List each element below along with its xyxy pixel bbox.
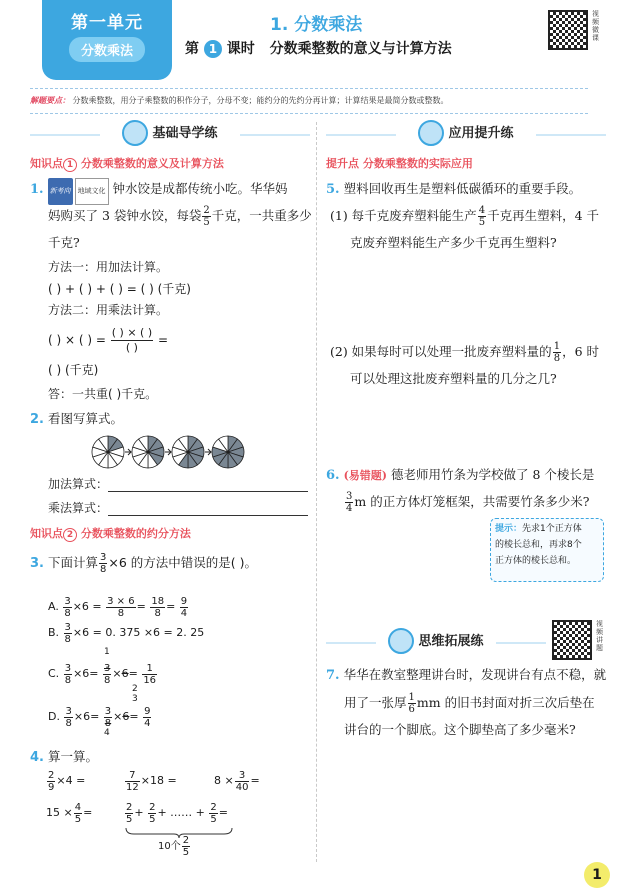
q3-a-f4n: 9: [180, 595, 188, 607]
q4-e2-t: ×18 =: [140, 774, 177, 787]
q3-d-eq0: =: [90, 710, 100, 723]
q3-a-f4: [180, 596, 188, 619]
q3-b-f1n: 3: [64, 621, 71, 633]
q6-hint-label: 提示：: [495, 524, 523, 534]
q5-p2-n: 1: [553, 341, 561, 352]
q2-add-line[interactable]: [108, 491, 308, 492]
q7-line1: [326, 662, 606, 688]
tips-bar: [30, 88, 588, 114]
column-divider: [316, 122, 317, 862]
q2-circle-figure: [90, 432, 260, 472]
q4-e1-n: 2: [48, 769, 55, 781]
q4-text: 算一算。: [47, 749, 98, 764]
unit-subtitle: 分数乘法: [69, 37, 145, 62]
q3-a-eq1: ×6 =: [72, 600, 102, 613]
page-number: 1: [584, 862, 610, 888]
q3-c-f3: [142, 663, 157, 686]
kp2-pre: 知识点: [30, 527, 63, 540]
q7-text2b: mm 的旧书封面对折三次后垫在: [416, 695, 595, 710]
q1-method2: 方法二：用乘法计算。: [48, 303, 169, 317]
kp2-num: 2: [63, 528, 77, 542]
q4-e5-n2: 2: [149, 801, 156, 813]
arrow-icon: [165, 449, 171, 455]
q3-b-f1d: 8: [64, 633, 71, 645]
q4-e5-eq: =: [218, 806, 228, 819]
q4-expr1[interactable]: [46, 768, 85, 793]
q5-p2-d: 8: [553, 353, 561, 364]
q5-p2a: (2) 如果每时可以处理一批废弃塑料量的: [330, 344, 552, 359]
q4-e5-dots: + …… +: [157, 806, 205, 819]
q4-e5-d1: 5: [126, 813, 133, 825]
q3-c-top: 1: [104, 647, 110, 657]
q4-e1-t: ×4 =: [56, 774, 86, 787]
q3-option-d[interactable]: [48, 704, 152, 729]
q2-text: 看图写算式。: [47, 411, 123, 426]
q4-e1-d: 9: [48, 781, 55, 793]
q1-line1: [30, 176, 288, 205]
q3-option-a[interactable]: [48, 594, 189, 619]
q4-expr2[interactable]: [124, 768, 177, 793]
q6-fraction: [345, 491, 353, 514]
q3-c-eq: =: [128, 667, 138, 680]
q4-e2-d: 12: [126, 781, 139, 793]
q4-line: [30, 744, 98, 770]
mascot-icon-2: [418, 120, 444, 146]
q1-text2a: 妈购买了 3 袋钟水饺，每袋: [48, 208, 202, 223]
q3-a-f2n: 3 × 6: [107, 595, 135, 607]
q4-e3-a: 8 ×: [214, 774, 234, 787]
q3-option-b[interactable]: [48, 620, 204, 645]
q7-line2: [344, 690, 595, 715]
q5-p1-d: 5: [478, 217, 486, 228]
q3-d-top: 3: [132, 694, 138, 704]
q4-e5-d3: 5: [210, 813, 217, 825]
q5-p1-f: [478, 205, 486, 228]
q4-expr5[interactable]: [124, 800, 228, 825]
q4-e5-n3: 2: [210, 801, 217, 813]
q4-expr3[interactable]: [214, 768, 260, 793]
q4-e4-d: 5: [74, 813, 82, 825]
q6-hint-1: 先求1个正方体: [522, 524, 582, 534]
q4-e5-f2: [148, 802, 156, 825]
q3-c-f1d: 8: [64, 674, 72, 686]
chapter-title: 1. 分数乘法: [270, 15, 363, 35]
q2-line: [30, 406, 123, 432]
q4-e3-n: 3: [235, 770, 250, 782]
q5-p2b: ，6 时: [562, 344, 599, 359]
q4-e5-plus: +: [134, 806, 144, 819]
q3-d-f2d: 8: [104, 717, 112, 729]
q3-d-f1n: 3: [65, 705, 72, 717]
q3-c-f2: [103, 663, 111, 686]
q4-e3-f: [235, 770, 250, 793]
q7-f-d: 6: [408, 704, 415, 715]
q5-number: 5.: [326, 182, 340, 197]
q3-a-f3n: 18: [151, 595, 165, 607]
q7-fraction: [408, 692, 416, 715]
q4-brace-text: 10个: [158, 841, 181, 852]
q1-method2-expr[interactable]: [48, 326, 168, 355]
q3-a-label: A.: [48, 600, 59, 613]
tips-label: 解题要点：: [30, 96, 70, 105]
q7-text1: 华华在教室整理讲台时，发现讲台有点不稳，就: [343, 667, 607, 682]
q1-f-num: 2: [203, 205, 210, 216]
q4-e2-n: 7: [125, 770, 140, 782]
q4-number: 4.: [30, 750, 44, 765]
q1-f-den: 5: [203, 217, 210, 228]
q3-c-label: C.: [48, 667, 60, 680]
q6-hint-3: 正方体的棱长总和。: [495, 556, 577, 566]
q3-c-f2d: 8: [104, 674, 111, 686]
qr-label-2: 视频讲题: [596, 620, 603, 652]
lesson-number: 1: [204, 40, 222, 58]
q5-part1: [330, 203, 599, 228]
q3-c-f3d: 16: [143, 674, 157, 686]
q4-e5-f1: [125, 802, 133, 825]
q3-a-f1n: 3: [64, 595, 71, 607]
q6-hint-2: 的棱长总和，再求8个: [495, 540, 582, 550]
q3-c-f2n: 3: [104, 662, 111, 674]
q1-badge2: 地域文化: [75, 178, 109, 205]
q5-p1b: 千克再生塑料，4 千: [487, 208, 599, 223]
q4-e3-d: 40: [235, 781, 249, 793]
q3-b-rest: ×6 = 0. 375 ×6 = 2. 25: [72, 626, 205, 639]
q3-d-label: D.: [48, 710, 60, 723]
tips-text: 分数乘整数，用分子乘整数的积作分子，分母不变；能约分的先约分再计算；计算结果是最简分数或整数。: [72, 96, 449, 105]
q2-add-label: 加法算式：: [48, 477, 109, 491]
q4-e4-f: [74, 802, 82, 825]
q4-brace-d: 5: [182, 846, 190, 858]
q5-line: [326, 176, 581, 202]
q1-fraction: [202, 205, 210, 228]
q3-b-f1: [64, 622, 72, 645]
q4-expr4[interactable]: [46, 800, 92, 825]
q3-c-6: 6: [82, 667, 90, 680]
q1-m2-num: ( ) × ( ): [111, 326, 153, 339]
kp1-num: 1: [63, 158, 77, 172]
q1-line2: [48, 203, 312, 228]
q1-number: 1.: [30, 182, 44, 197]
mascot-icon-3: [388, 628, 414, 654]
q3-d-6: 6: [83, 710, 91, 723]
lesson-pre: 第: [185, 41, 199, 57]
q4-e4-t: =: [83, 806, 93, 819]
q3-number: 3.: [30, 556, 44, 571]
unit-title: 第一单元: [71, 13, 143, 33]
q1-method1: 方法一：用加法计算。: [48, 260, 169, 274]
q1-m2-a: ( ) × ( ) =: [48, 333, 106, 347]
up-title: 分数乘整数的实际应用: [362, 157, 473, 170]
q7-line3: 讲台的一个脚底。这个脚垫高了多少毫米?: [344, 722, 576, 737]
q3-c-x2: ×: [112, 667, 122, 680]
q6-hint-box: [490, 518, 604, 582]
up-pre: 提升点: [326, 157, 359, 170]
q3-d-x: ×: [73, 710, 84, 723]
q6-line1: [326, 462, 594, 488]
q1-badge: 新考向: [48, 178, 73, 205]
q4-brace-f: [182, 835, 190, 858]
q3-d-f3n: 9: [144, 705, 151, 717]
q3-d-f3: [143, 706, 151, 729]
q3-fraction: [99, 552, 107, 575]
q3-text-a: 下面计算: [47, 555, 98, 570]
q1-answer[interactable]: 答：一共重( )千克。: [48, 387, 158, 401]
q7-number: 7.: [326, 668, 340, 683]
q3-c-f1: [64, 663, 72, 686]
q3-a-f2: [106, 596, 135, 619]
q1-m2-frac: [111, 326, 153, 355]
q3-c-62: 6: [121, 667, 129, 680]
section-think: [326, 628, 546, 656]
q3-c-f1n: 3: [64, 662, 72, 674]
q3-d-f1: [64, 706, 72, 729]
kp1-title: 分数乘整数的意义及计算方法: [80, 157, 224, 170]
q3-c-bottom: 2: [132, 684, 138, 694]
q3-a-eq3: =: [166, 600, 176, 613]
lesson-title: [185, 38, 452, 58]
q4-e4-n: 4: [74, 801, 82, 813]
q3-c-f3n: 1: [142, 663, 157, 675]
section-apply-title: 应用提升练: [448, 126, 514, 141]
qr-label: 视频微课: [592, 10, 599, 42]
q3-option-c[interactable]: [48, 661, 158, 686]
q6-f-d: 4: [346, 503, 353, 514]
arrow-icon: [125, 449, 131, 455]
lesson-name: 分数乘整数的意义与计算方法: [269, 41, 452, 57]
q4-e5-d2: 5: [149, 813, 156, 825]
q6-tag: (易错题): [343, 469, 387, 482]
q5-p1a: (1) 每千克废弃塑料能生产: [330, 208, 477, 223]
q3-a-f1: [63, 596, 71, 619]
q3-a-f3: [150, 596, 165, 619]
section-think-title: 思维拓展练: [418, 634, 484, 649]
q6-f-n: 3: [346, 491, 353, 502]
q2-mul-label: 乘法算式：: [48, 501, 109, 515]
q4-e2-f: [125, 770, 140, 793]
q3-a-eq2: =: [136, 600, 146, 613]
q3-a-f3d: 8: [154, 607, 161, 619]
q4-e4-a: 15 ×: [46, 806, 73, 819]
q1-m2-b: =: [157, 333, 169, 347]
q4-e5-n1: 2: [126, 801, 133, 813]
q4-brace-n: 2: [182, 834, 190, 846]
q2-number: 2.: [30, 412, 44, 427]
q5-p2-f: [553, 341, 561, 364]
q3-f-num: 3: [99, 552, 107, 563]
q4-e5-f3: [209, 802, 217, 825]
q3-b-label: B.: [48, 626, 60, 639]
q3-d-x2: ×: [113, 710, 123, 723]
q3-f-den: 8: [99, 564, 107, 575]
qr-code-icon[interactable]: [548, 10, 588, 50]
q3-d-f1d: 8: [65, 717, 72, 729]
q4-brace-label: [158, 834, 191, 859]
q5-part1-cont: 克废弃塑料能生产多少千克再生塑料?: [350, 235, 557, 250]
kp2-title: 分数乘整数的约分方法: [80, 527, 191, 540]
q4-e3-t: =: [250, 774, 260, 787]
q1-m2-den: ( ): [125, 341, 138, 354]
q3-d-eq: =: [129, 710, 139, 723]
q3-text-b: ×6 的方法中错误的是( )。: [108, 555, 257, 570]
knowledge-point-2: [30, 525, 191, 542]
q6-text1: 德老师用竹条为学校做了 8 个棱长是: [390, 467, 595, 482]
knowledge-point-1: [30, 155, 224, 172]
q7-text2a: 用了一张厚: [344, 695, 407, 710]
section-basic: [30, 120, 310, 148]
q6-text2: m 的正方体灯笼框架，共需要竹条多少米?: [354, 494, 590, 509]
q3-line: [30, 550, 257, 576]
lesson-post: 课时: [226, 41, 255, 57]
q3-d-f2: [104, 706, 112, 729]
q3-d-bottom: 4: [104, 728, 110, 738]
mascot-icon: [122, 120, 148, 146]
section-apply: [326, 120, 606, 148]
upgrade-point: [326, 155, 473, 171]
qr-code-icon-2[interactable]: [552, 620, 592, 660]
q3-d-f2n: 3: [104, 705, 112, 717]
q2-mul-line[interactable]: [108, 515, 308, 516]
unit-tab: [42, 0, 172, 80]
q5-p1-n: 4: [478, 205, 486, 216]
q6-line2: [344, 489, 589, 514]
q3-c-x: ×: [73, 667, 83, 680]
q3-a-f4d: 4: [180, 607, 188, 619]
q5-text: 塑料回收再生是塑料低碳循环的重要手段。: [343, 181, 582, 196]
q1-method2-unit[interactable]: ( ) (千克): [48, 363, 99, 377]
q1-text1: 钟水饺是成都传统小吃。华华妈: [112, 181, 288, 196]
q6-number: 6.: [326, 468, 340, 483]
q3-d-62: 6: [122, 710, 130, 723]
q1-text2b: 千克，一共重多少: [211, 208, 312, 223]
q1-method1-expr[interactable]: ( ) + ( ) + ( ) = ( ) (千克): [48, 282, 191, 296]
arrow-icon: [205, 449, 211, 455]
q3-c-eq0: =: [89, 667, 99, 680]
q4-e1-f: [47, 770, 55, 793]
q3-d-f3d: 4: [144, 717, 151, 729]
q5-part2: [330, 339, 599, 364]
q1-line3: 千克?: [48, 235, 80, 250]
section-basic-title: 基础导学练: [152, 126, 218, 141]
q3-a-f2d: 8: [117, 607, 125, 619]
q3-a-f1d: 8: [64, 607, 71, 619]
kp1-pre: 知识点: [30, 157, 63, 170]
q5-part2-cont: 可以处理这批废弃塑料量的几分之几?: [350, 371, 557, 386]
q7-f-n: 1: [408, 692, 415, 703]
